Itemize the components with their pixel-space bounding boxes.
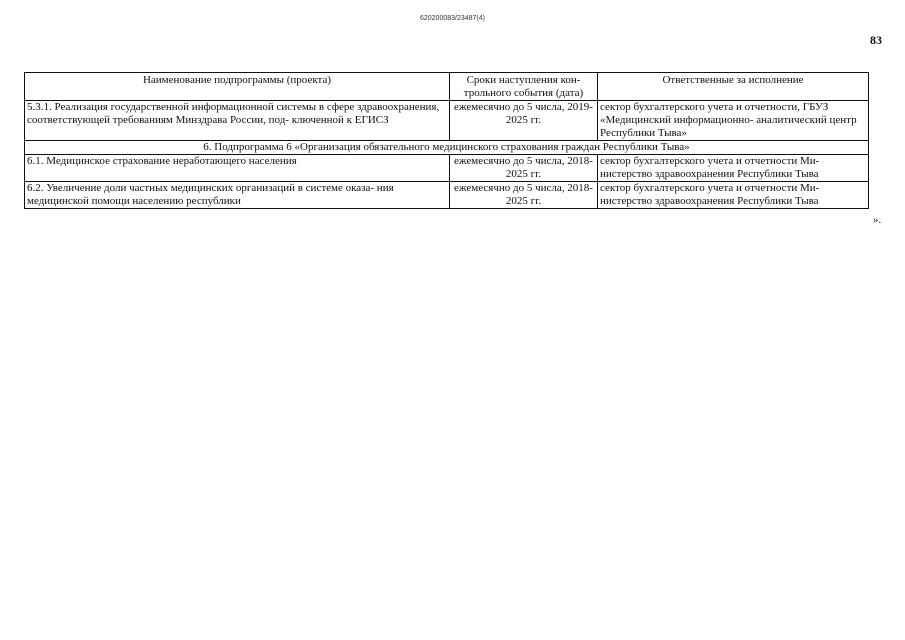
row-61-responsible: сектор бухгалтерского учета и отчетности Ми- нистерство здравоохранения Республики Тыва <box>598 155 869 182</box>
row-61-date: ежемесячно до 5 числа, 2018-2025 гг. <box>450 155 598 182</box>
closing-quote: ». <box>873 214 882 226</box>
table-row <box>25 155 869 182</box>
table-row <box>25 101 869 141</box>
row-61-name: 6.1. Медицинское страхование неработающего населения <box>25 155 450 182</box>
page-number: 83 <box>870 33 882 47</box>
header-subprogram-name: Наименование подпрограммы (проекта) <box>25 73 450 101</box>
header-responsible: Ответственные за исполнение <box>598 73 869 101</box>
row-62-name: 6.2. Увеличение доли частных медицинских организаций в системе оказа- ния медицинской помощи населению республики <box>25 182 450 209</box>
section-row <box>25 141 869 155</box>
row-531-name: 5.3.1. Реализация государственной информационной системы в сфере здравоохранения, соответствующей требованиям Минздрава России, под- ключенной к ЕГИСЗ <box>25 101 450 141</box>
table-header-row <box>25 73 869 101</box>
row-62-responsible: сектор бухгалтерского учета и отчетности Ми- нистерство здравоохранения Республики Тыва <box>598 182 869 209</box>
row-62-date: ежемесячно до 5 числа, 2018-2025 гг. <box>450 182 598 209</box>
row-531-responsible: сектор бухгалтерского учета и отчетности, ГБУЗ «Медицинский информационно- аналитический центр Республики Тыва» <box>598 101 869 141</box>
section-6-title: 6. Подпрограмма 6 «Организация обязательного медицинского страхования граждан Республики Тыва» <box>25 141 869 155</box>
table-row <box>25 182 869 209</box>
header-deadline: Сроки наступления кон- трольного события (дата) <box>450 73 598 101</box>
plan-table <box>24 72 869 209</box>
document-code: 620200083/23487(4) <box>419 15 485 22</box>
row-531-date: ежемесячно до 5 числа, 2019-2025 гг. <box>450 101 598 141</box>
